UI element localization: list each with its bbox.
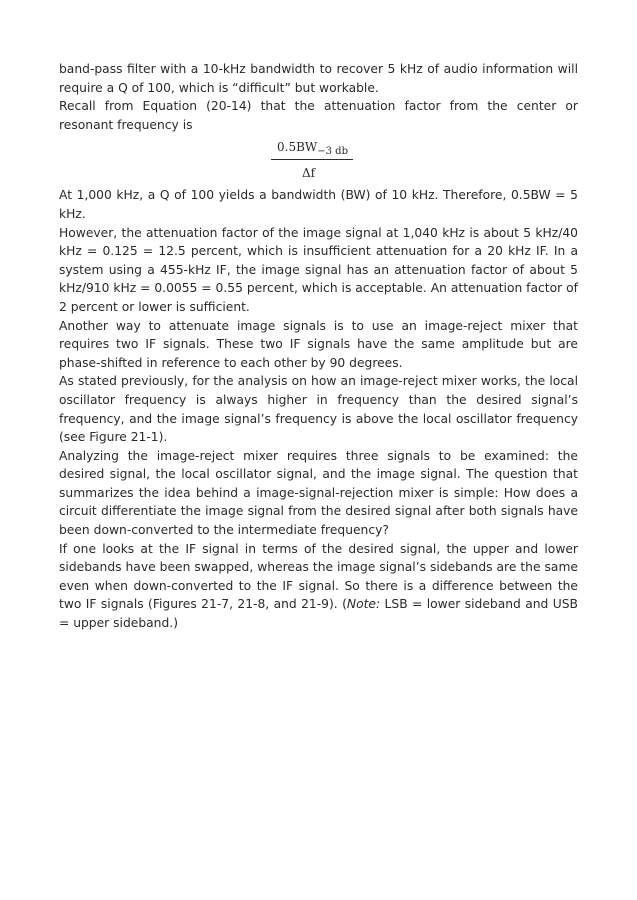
paragraph-sidebands [59,540,578,633]
paragraph-three-signals: Analyzing the image-reject mixer requires three signals to be examined: the desired signal, the local oscillator signal, and the image signal. The question that summarizes the idea behind a image-signal-rejection mixer is simple: How does a circuit differentiate the image signal from the desired signal after both signals have been down-converted to the intermediate frequency? [59,448,578,538]
paragraph-bandpass: band-pass filter with a 10-kHz bandwidth to recover 5 kHz of audio information will require a Q of 100, which is “difficult” but workable. [59,62,578,95]
paragraph-local-oscillator: As stated previously, for the analysis on how an image-reject mixer works, the local oscillator frequency is always higher in frequency than the desired signal’s frequency, and the image signal’s frequency is above the local oscillator frequency (see Figure 21-1). [59,374,578,445]
sidebands-text-end: LSB = lower sideband and USB = upper sideband.) [59,597,578,631]
paragraph-image-attenuation: However, the attenuation factor of the image signal at 1,040 kHz is about 5 kHz/40 kHz = 0.125 = 12.5 percent, which is insufficient attenuation for a 20 kHz IF. In a system using a 455-kHz IF, the image signal has an attenuation factor of about 5 kHz/910 kHz = 0.0055 = 0.55 percent, which is acceptable. An attenuation factor of 2 percent or lower is sufficient. [59,225,578,314]
note-label: Note: [346,597,381,612]
formula-denominator: Δf [302,166,316,181]
paragraph-image-reject-mixer: Another way to attenuate image signals is to use an image-reject mixer that requires two IF signals. These two IF signals have the same amplitude but are phase-shifted in reference to each other by 90 degrees. [59,318,578,370]
paragraph-q-bandwidth: At 1,000 kHz, a Q of 100 yields a bandwidth (BW) of 10 kHz. Therefore, 0.5BW = 5 kHz. [59,188,578,221]
formula-numerator-main: 0.5BW [277,140,318,155]
formula-numerator-subscript: −3 db [317,146,348,158]
fraction-bar [271,159,353,160]
attenuation-formula [59,138,578,184]
document-page [59,60,578,633]
paragraph-recall-equation: Recall from Equation (20-14) that the attenuation factor from the center or resonant frequency is [59,99,578,132]
sidebands-text-start: If one looks at the IF signal in terms of the desired signal, the upper and lower sidebands have been swapped, whereas the image signal’s sidebands are the same even when down-converted to the IF signal. So there is a difference between the two IF signals (Figures 21-7, 21-8, and 21-9). ( [59,541,578,612]
